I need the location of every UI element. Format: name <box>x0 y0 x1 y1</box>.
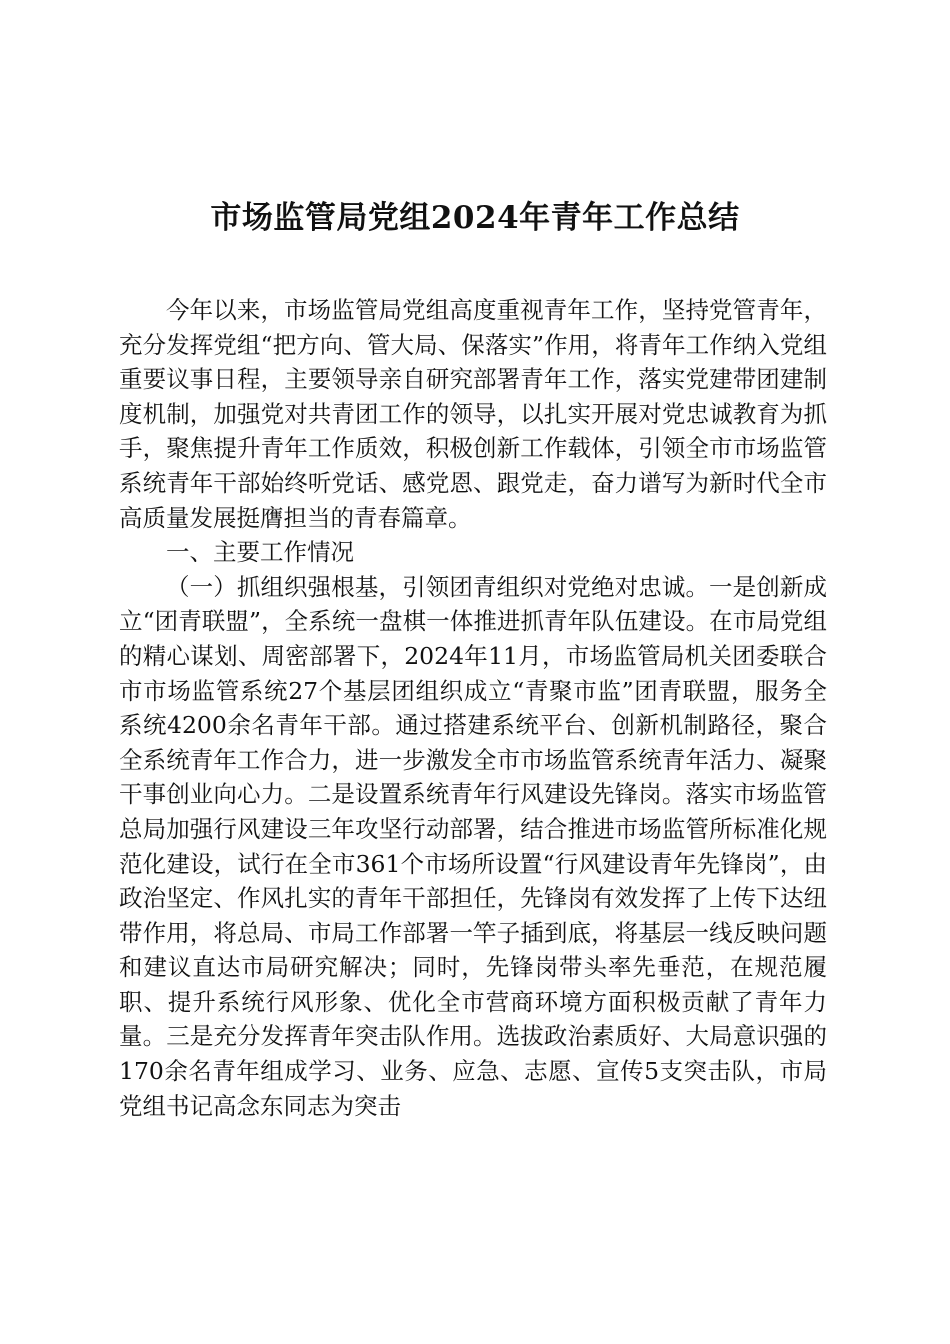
intro-paragraph: 今年以来，市场监管局党组高度重视青年工作，坚持党管青年，充分发挥党组“把方向、管大局、保落实”作用，将青年工作纳入党组重要议事日程，主要领导亲自研究部署青年工作，落实党建带团建制度机制，加强党对共青团工作的领导，以扎实开展对党忠诚教育为抓手，聚焦提升青年工作质效，积极创新工作载体，引领全市市场监管系统青年干部始终听党话、感党恩、跟党走，奋力谱写为新时代全市高质量发展挺膺担当的青春篇章。 <box>119 296 827 532</box>
document-title: 市场监管局党组2024年青年工作总结 <box>210 200 740 236</box>
document-body <box>119 293 827 1123</box>
section-1-paragraph-1: （一）抓组织强根基，引领团青组织对党绝对忠诚。一是创新成立“团青联盟”，全系统一盘棋一体推进抓青年队伍建设。在市局党组的精心谋划、周密部署下，2024年11月，市场监管局机关团委联合市市场监管系统27个基层团组织成立“青聚市监”团青联盟，服务全系统4200余名青年干部。通过搭建系统平台、创新机制路径，聚合全系统青年工作合力，进一步激发全市市场监管系统青年活力、凝聚干事创业向心力。二是设置系统青年行风建设先锋岗。落实市场监管总局加强行风建设三年攻坚行动部署，结合推进市场监管所标准化规范化建设，试行在全市361个市场所设置“行风建设青年先锋岗”，由政治坚定、作风扎实的青年干部担任，先锋岗有效发挥了上传下达纽带作用，将总局、市局工作部署一竿子插到底，将基层一线反映问题和建议直达市局研究解决；同时，先锋岗带头率先垂范，在规范履职、提升系统行风形象、优化全市营商环境方面积极贡献了青年力量。三是充分发挥青年突击队作用。选拔政治素质好、大局意识强的170余名青年组成学习、业务、应急、志愿、宣传5支突击队，市局党组书记高念东同志为突击 <box>119 572 827 1120</box>
section-heading-main-work: 一、主要工作情况 <box>166 538 354 567</box>
